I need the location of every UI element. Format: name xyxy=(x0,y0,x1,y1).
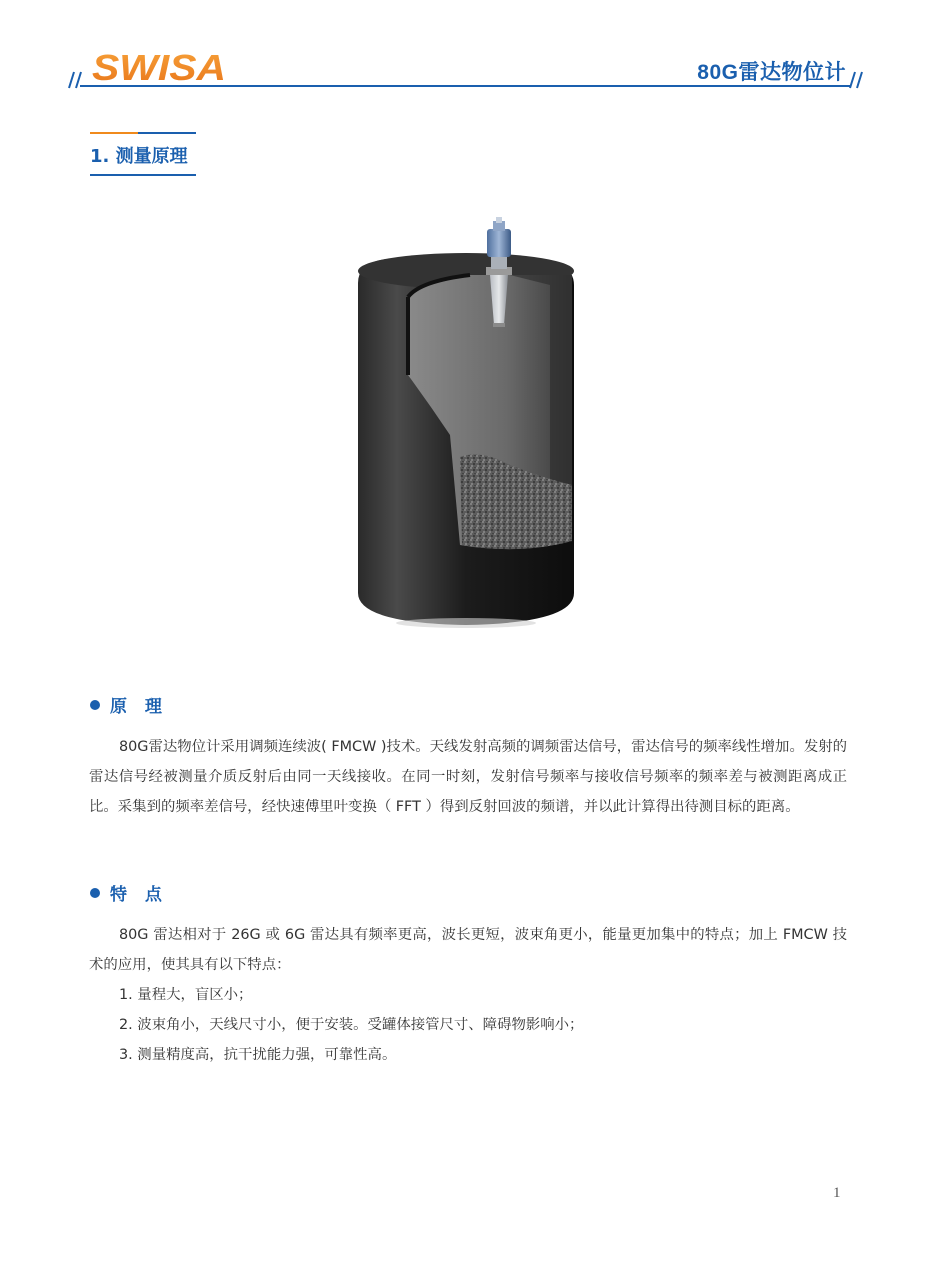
feature-item: 1. 量程大，盲区小； xyxy=(119,987,253,1003)
features-intro-paragraph: 80G 雷达相对于 26G 或 6G 雷达具有频率更高，波长更短，波束角更小，能量更加集中的特点；加上 FMCW 技术的应用，使其具有以下特点： xyxy=(89,927,847,973)
section-title: 1. 测量原理 xyxy=(90,146,188,167)
features-heading-text: 特 点 xyxy=(110,885,168,905)
section-rule-bottom xyxy=(90,174,196,176)
section-rule-blue xyxy=(138,132,196,134)
bullet-dot-icon xyxy=(90,700,100,710)
bullet-dot-icon xyxy=(90,888,100,898)
swisa-logo xyxy=(92,48,228,86)
radar-level-meter-tank-illustration xyxy=(350,215,582,635)
principle-heading xyxy=(90,692,168,717)
svg-text:SWISA: SWISA xyxy=(92,48,226,86)
section-rule-orange xyxy=(90,132,138,134)
header-slash-decoration-left xyxy=(66,70,90,90)
principle-paragraph: 80G雷达物位计采用调频连续波( FMCW )技术。天线发射高频的调频雷达信号，雷达信号的频率线性增加。发射的雷达信号经被测量介质反射后由同一天线接收。在同一时刻，发射信号频率与接收信号频率的频率差与被测距离成正比。采集到的频率差信号，经快速傅里叶变换（ FFT ）得到反射回波的频谱，并以此计算得出待测目标的距离。 xyxy=(89,739,848,815)
features-heading xyxy=(90,880,168,905)
principle-heading-text: 原 理 xyxy=(110,697,168,717)
header-slash-decoration-right xyxy=(846,70,870,90)
document-title: 80G雷达物位计 xyxy=(697,61,846,84)
feature-item: 3. 测量精度高，抗干扰能力强，可靠性高。 xyxy=(119,1047,397,1063)
feature-item: 2. 波束角小，天线尺寸小，便于安装。受罐体接管尺寸、障碍物影响小； xyxy=(119,1017,584,1033)
page-number: 1 xyxy=(833,1185,841,1201)
section-heading xyxy=(90,132,196,176)
